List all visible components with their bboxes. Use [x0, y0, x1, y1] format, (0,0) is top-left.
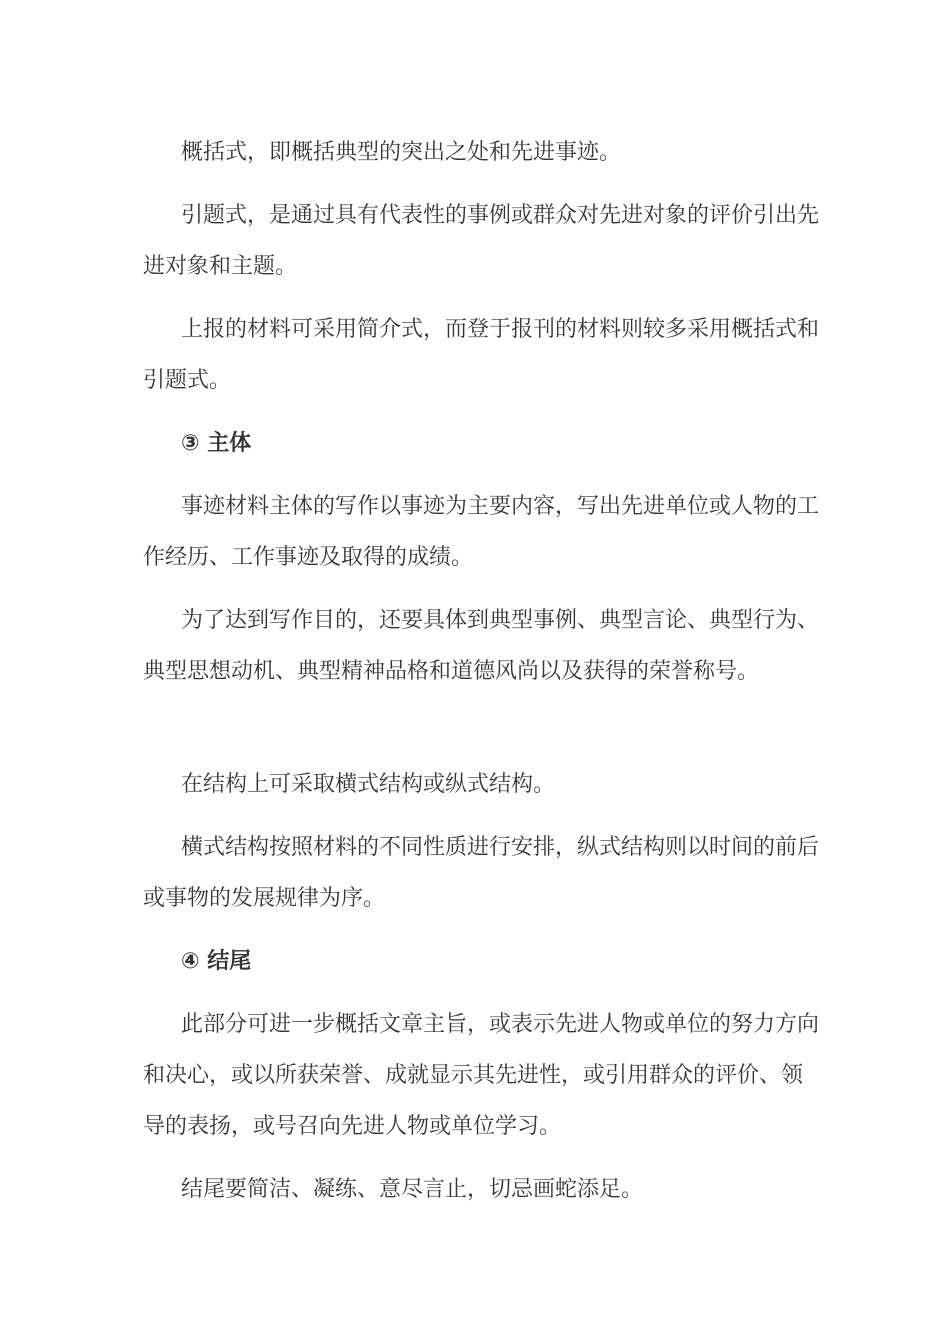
- section-heading-body: ③ 主体: [181, 431, 252, 456]
- document-body: [143, 127, 823, 1227]
- paragraph-body-structure: 在结构上可采取横式结构或纵式结构。: [181, 772, 556, 797]
- paragraph-lead-style: 引题式，是通过具有代表性的事例或群众对先进对象的评价引出先进对象和主题。: [143, 203, 820, 279]
- paragraph-ending-content: 此部分可进一步概括文章主旨，或表示先进人物或单位的努力方向和决心，或以所获荣誉、成就显示其先进性，或引用群众的评价、领导的表扬，或号召向先进人物或单位学习。: [143, 1012, 820, 1139]
- paragraph-summary-style: 概括式，即概括典型的突出之处和先进事迹。: [181, 140, 622, 165]
- paragraph-body-content: 事迹材料主体的写作以事迹为主要内容，写出先进单位或人物的工作经历、工作事迹及取得的成绩。: [143, 494, 820, 570]
- paragraph-report-materials: 上报的材料可采用简介式，而登于报刊的材料则较多采用概括式和引题式。: [143, 317, 820, 393]
- paragraph-body-typical: 为了达到写作目的，还要具体到典型事例、典型言论、典型行为、典型思想动机、典型精神品格和道德风尚以及获得的荣誉称号。: [143, 608, 820, 684]
- paragraph-body-structure-detail: 横式结构按照材料的不同性质进行安排，纵式结构则以时间的前后或事物的发展规律为序。: [143, 835, 820, 911]
- section-heading-ending: ④ 结尾: [181, 949, 252, 974]
- spacer: [143, 709, 823, 759]
- paragraph-ending-concise: 结尾要简洁、凝练、意尽言止，切忌画蛇添足。: [181, 1177, 644, 1202]
